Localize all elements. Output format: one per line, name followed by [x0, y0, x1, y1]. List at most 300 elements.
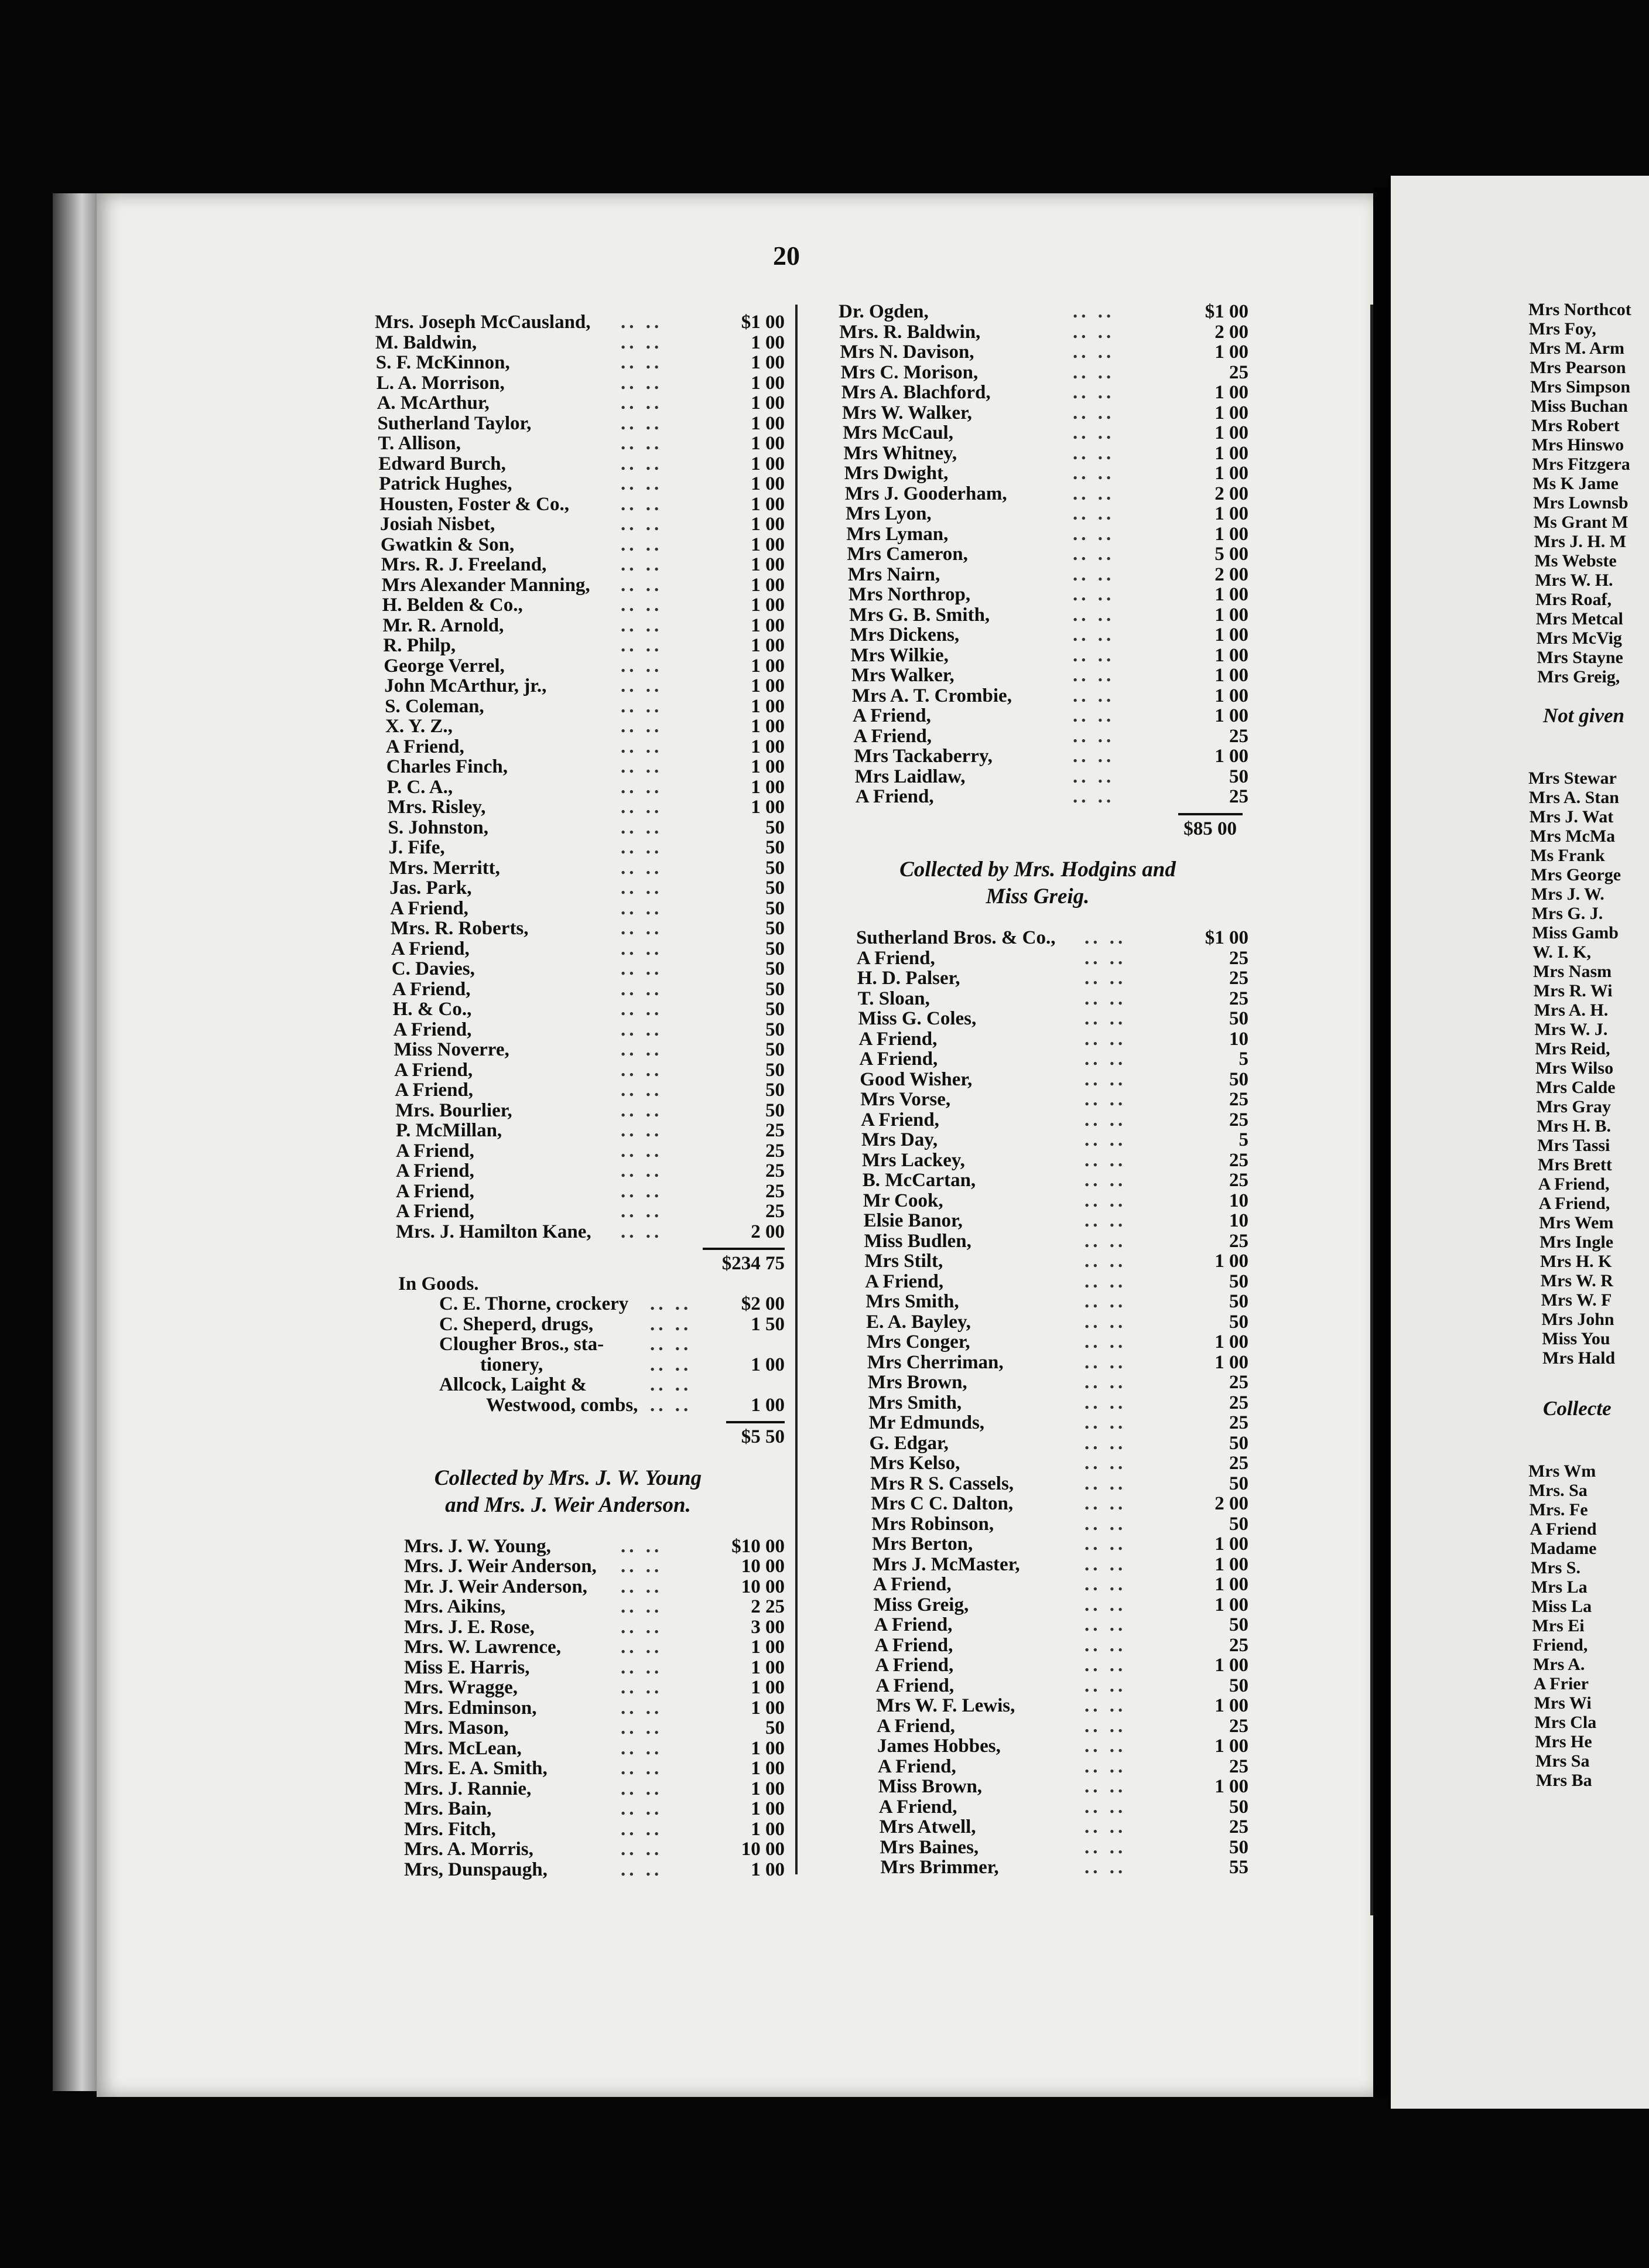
entry-amount: 25: [1229, 1372, 1248, 1393]
entry-name: Mrs W. F. Lewis,: [876, 1695, 1015, 1716]
leader-dots: .. ..: [621, 574, 663, 596]
entry-amount: 1 00: [751, 453, 785, 474]
entry-name: Mrs Wilkie,: [850, 644, 949, 666]
entry-amount: 50: [1229, 1675, 1248, 1696]
entry-amount: 25: [1229, 1412, 1248, 1433]
list-item: [839, 1615, 1248, 1635]
list-item: Mrs Simpson: [1530, 377, 1631, 397]
entry-amount: 1 00: [1214, 746, 1248, 767]
leader-dots: .. ..: [1084, 1089, 1127, 1110]
list-item: [375, 858, 785, 879]
entry-amount: 1 00: [751, 473, 785, 494]
entry-amount: 10 00: [741, 1576, 785, 1597]
list-item: Mrs Lownsb: [1533, 493, 1629, 513]
list-item: [375, 616, 785, 636]
leader-dots: .. ..: [621, 372, 663, 394]
list-item: [839, 1089, 1248, 1110]
entry-name: Mrs Dwight,: [844, 463, 949, 484]
list-item: [839, 1251, 1248, 1272]
entry-name: A Friend,: [874, 1614, 953, 1635]
entry-amount: 50: [765, 999, 785, 1020]
entry-amount: 1 50: [751, 1313, 785, 1335]
entry-amount: 2 00: [1214, 1493, 1248, 1514]
leader-dots: .. ..: [1084, 1008, 1127, 1029]
entry-name: Mrs Northrop,: [848, 584, 971, 605]
leader-dots: .. ..: [1084, 1715, 1127, 1737]
leader-dots: .. ..: [1084, 1836, 1127, 1858]
entry-name: Dr. Ogden,: [839, 301, 929, 322]
entry-name: A Friend,: [385, 736, 464, 757]
list-item: [375, 757, 785, 777]
list-item: [375, 312, 785, 333]
leader-dots: .. ..: [1084, 1149, 1127, 1171]
entry-amount: 50: [1229, 1311, 1248, 1333]
list-item: Mrs Robert: [1531, 416, 1620, 435]
entry-name: Patrick Hughes,: [379, 473, 512, 494]
entry-name: Miss Budlen,: [864, 1230, 971, 1252]
divider-wrap: [375, 1415, 785, 1427]
list-item: [839, 1837, 1248, 1858]
list-item: [375, 1121, 785, 1141]
leader-dots: .. ..: [621, 695, 663, 717]
entry-amount: 50: [1229, 1291, 1248, 1312]
list-item: [839, 342, 1248, 363]
list-item: Miss You: [1542, 1329, 1610, 1348]
leader-dots: .. ..: [621, 897, 663, 919]
entry-name: Mrs Berton,: [872, 1533, 973, 1555]
entry-amount: 50: [1229, 1614, 1248, 1635]
entry-amount: 25: [1229, 988, 1248, 1009]
leader-dots: .. ..: [621, 1758, 663, 1779]
list-item: Mrs Wm: [1528, 1461, 1596, 1481]
entry-name: Mrs Vorse,: [860, 1089, 951, 1110]
list-item: Mrs Fitzgera: [1532, 455, 1630, 474]
entry-name: H. D. Palser,: [857, 968, 960, 989]
entry-amount: 1 00: [751, 1798, 785, 1819]
entry-name: Mrs Conger,: [867, 1331, 970, 1352]
entry-amount: 50: [1229, 1473, 1248, 1494]
entry-amount: 25: [1229, 1816, 1248, 1837]
leader-dots: .. ..: [1084, 1270, 1127, 1292]
entry-amount: 25: [765, 1120, 785, 1141]
list-item: [839, 565, 1248, 585]
column-3: [1528, 300, 1649, 1790]
list-item: [375, 1698, 785, 1719]
list-item: [839, 524, 1248, 545]
list-item: [839, 1676, 1248, 1696]
list-item: [839, 1857, 1248, 1878]
leader-dots: .. ..: [1073, 624, 1115, 645]
leader-dots: .. ..: [621, 958, 663, 979]
entry-name: Mrs. R. Roberts,: [391, 918, 529, 939]
list-item: [839, 1655, 1248, 1676]
entry-name: Mrs Lyon,: [846, 503, 932, 524]
list-item: [839, 1817, 1248, 1837]
leader-dots: .. ..: [621, 1616, 663, 1638]
leader-dots: .. ..: [1084, 1857, 1127, 1878]
leader-dots: .. ..: [621, 776, 663, 798]
list-item: [375, 433, 785, 454]
list-item: Ms Grant M: [1533, 513, 1629, 532]
entry-name: Miss Noverre,: [394, 1039, 509, 1060]
entry-name: Mrs Walker,: [851, 665, 954, 686]
entry-amount: 50: [1229, 766, 1248, 787]
entry-name: S. Coleman,: [385, 695, 484, 717]
entry-name: Mrs. Edminson,: [404, 1697, 537, 1719]
total-rule: [1178, 813, 1243, 815]
leader-dots: .. ..: [1073, 544, 1115, 565]
list-item: [375, 1658, 785, 1678]
entry-amount: 50: [765, 817, 785, 838]
entry-amount: 5: [1239, 1048, 1248, 1070]
entry-amount: 25: [1229, 725, 1248, 747]
list-item: Mrs McMa: [1530, 826, 1616, 846]
leader-dots: .. ..: [621, 1039, 663, 1060]
entry-amount: 1 00: [1214, 341, 1248, 363]
list-item: [839, 1534, 1248, 1555]
entry-amount: $10 00: [731, 1535, 785, 1557]
entry-name: T. Sloan,: [857, 988, 930, 1009]
leader-dots: .. ..: [1084, 927, 1127, 948]
list-item: Miss Buchan: [1531, 397, 1628, 416]
entry-amount: 50: [1229, 1270, 1248, 1292]
list-item: Mrs Ei: [1532, 1616, 1585, 1635]
entry-amount: 1 00: [1214, 523, 1248, 545]
list-item: [375, 555, 785, 575]
entry-amount: 55: [1229, 1857, 1248, 1878]
leader-dots: .. ..: [621, 797, 663, 818]
list-item: [375, 1860, 785, 1880]
entry-amount: 1 00: [1214, 1251, 1248, 1272]
entry-name: Mrs. J. Hamilton Kane,: [396, 1221, 591, 1242]
entry-amount: 1 00: [1214, 1695, 1248, 1716]
heading-line: and Mrs. J. Weir Anderson.: [445, 1492, 691, 1517]
entry-name: Mr Edmunds,: [868, 1412, 985, 1433]
list-item: [839, 1150, 1248, 1171]
column-2: [839, 302, 1248, 1878]
list-item: Friend,: [1532, 1635, 1588, 1655]
leader-dots: .. ..: [1084, 1513, 1127, 1535]
entry-amount: 10: [1229, 1210, 1248, 1231]
list-item: [839, 1191, 1248, 1211]
section-heading-not-given: Not given: [1543, 704, 1625, 727]
list-item: [839, 1292, 1248, 1312]
list-item: [839, 645, 1248, 666]
entry-amount: 1 00: [751, 776, 785, 798]
list-item: [375, 514, 785, 535]
list-item: [375, 1678, 785, 1698]
entry-name: Sutherland Taylor,: [377, 412, 532, 434]
leader-dots: .. ..: [1073, 341, 1115, 363]
list-item: Mrs. Fe: [1529, 1500, 1588, 1519]
entry-amount: 25: [1229, 1149, 1248, 1171]
list-item: [839, 1413, 1248, 1433]
leader-dots: .. ..: [621, 736, 663, 757]
list-item: Mrs Stewar: [1528, 768, 1617, 788]
list-item: [375, 1060, 785, 1081]
leader-dots: .. ..: [621, 595, 663, 616]
list-item: [375, 797, 785, 818]
list-item: [839, 322, 1248, 343]
entry-amount: 1 00: [1214, 1533, 1248, 1555]
entry-name: M. Baldwin,: [375, 332, 477, 353]
entry-amount: 1 00: [751, 736, 785, 757]
entry-amount: 1 00: [751, 1818, 785, 1840]
list-item: [375, 999, 785, 1020]
list-item: Mrs Wi: [1534, 1693, 1592, 1713]
entry-name: C. Sheperd, drugs,: [439, 1313, 594, 1335]
list-item: Ms Frank: [1530, 846, 1605, 865]
list-item: [375, 716, 785, 737]
entry-name: B. McCartan,: [862, 1170, 976, 1191]
entry-amount: 1 00: [1214, 705, 1248, 726]
entry-name: Mrs. J. Rannie,: [404, 1778, 532, 1799]
entry-amount: 1 00: [1214, 1331, 1248, 1352]
entry-amount: 1 00: [1214, 503, 1248, 524]
list-item: [839, 767, 1248, 787]
list-item: Mrs McVig: [1536, 629, 1622, 648]
leader-dots: .. ..: [1073, 563, 1115, 585]
list-item: Mrs Hald: [1542, 1348, 1616, 1368]
leader-dots: .. ..: [621, 433, 663, 454]
leader-dots: .. ..: [621, 1180, 663, 1202]
leader-dots: .. ..: [1084, 1190, 1127, 1211]
list-item: [375, 1334, 785, 1355]
leader-dots: .. ..: [650, 1354, 692, 1375]
leader-dots: .. ..: [1084, 1473, 1127, 1494]
column-divider-2: [1370, 305, 1373, 1915]
entry-amount: 1 00: [751, 1394, 785, 1416]
leader-dots: .. ..: [1073, 705, 1115, 726]
list-item: Mrs Ingle: [1539, 1232, 1614, 1252]
leader-dots: .. ..: [1084, 1493, 1127, 1514]
list-item: [839, 423, 1248, 443]
list-item: [839, 1474, 1248, 1494]
entry-name: Mrs Nairn,: [847, 563, 940, 585]
list-item: [839, 1757, 1248, 1777]
list-item: Mrs He: [1535, 1732, 1592, 1751]
leader-dots: .. ..: [621, 1859, 663, 1880]
entry-name: Mrs, Dunspaugh,: [404, 1859, 548, 1880]
list-item: [375, 939, 785, 959]
leader-dots: .. ..: [621, 614, 663, 636]
entry-amount: 25: [1229, 1392, 1248, 1413]
list-item: [839, 1716, 1248, 1737]
entry-amount: 25: [1229, 1170, 1248, 1191]
entry-name: A Friend,: [859, 1048, 938, 1070]
leader-dots: .. ..: [621, 1201, 663, 1222]
list-item: [375, 1556, 785, 1577]
entry-amount: $1 00: [741, 312, 785, 333]
leader-dots: .. ..: [621, 392, 663, 414]
list-item: Mrs Sa: [1535, 1751, 1590, 1771]
list-item: Mrs J. W.: [1531, 884, 1604, 904]
entry-name: Mrs Cameron,: [847, 544, 968, 565]
list-item: [839, 1595, 1248, 1615]
divider-wrap: [375, 1242, 785, 1253]
list-item: [839, 1332, 1248, 1352]
list-item: [375, 676, 785, 696]
list-item: [375, 1141, 785, 1162]
leader-dots: .. ..: [1084, 1129, 1127, 1150]
entry-name: S. F. McKinnon,: [375, 352, 510, 373]
entry-name: Sutherland Bros. & Co.,: [856, 927, 1056, 948]
leader-dots: .. ..: [1084, 1331, 1127, 1352]
entry-name: Mrs Smith,: [865, 1291, 959, 1312]
leader-dots: .. ..: [621, 1656, 663, 1678]
entry-name: George Verrel,: [384, 655, 505, 677]
entry-amount: 10 00: [741, 1839, 785, 1860]
leader-dots: .. ..: [621, 554, 663, 575]
entry-amount: 1 00: [751, 1677, 785, 1698]
entry-name: Mrs. E. A. Smith,: [404, 1758, 548, 1779]
column-divider-1: [795, 305, 798, 1874]
list-item: [839, 787, 1248, 807]
entry-amount: 25: [1229, 1634, 1248, 1656]
entry-amount: 50: [1229, 1068, 1248, 1090]
list-item: Mrs A.: [1533, 1655, 1585, 1674]
entry-name: Mrs. Bourlier,: [395, 1099, 512, 1121]
leader-dots: .. ..: [1084, 1372, 1127, 1393]
entry-amount: 2 00: [1214, 321, 1248, 343]
list-item: [375, 918, 785, 939]
entry-name: Mrs Tackaberry,: [854, 746, 993, 767]
leader-dots: .. ..: [621, 352, 663, 373]
list-item: [839, 1049, 1248, 1070]
entry-amount: 1 00: [751, 433, 785, 454]
entry-amount: 1 00: [1214, 382, 1248, 403]
entry-name: Miss G. Coles,: [858, 1008, 977, 1029]
list-item: [375, 1738, 785, 1759]
list-item: [375, 838, 785, 858]
list-item: Mrs Brett: [1538, 1155, 1612, 1174]
list-item: A Frier: [1533, 1674, 1589, 1693]
leader-dots: .. ..: [1084, 1816, 1127, 1837]
entry-name: Miss Brown,: [878, 1776, 983, 1797]
leader-dots: .. ..: [621, 756, 663, 777]
section-heading-hodgins: [839, 856, 1237, 910]
list-item: [375, 474, 785, 494]
list-item: [839, 1736, 1248, 1757]
entry-amount: 1 00: [751, 1354, 785, 1375]
total-amount: $234 75: [721, 1253, 785, 1274]
list-item: [375, 333, 785, 353]
list-item: [839, 1635, 1248, 1656]
list-item: Mrs S.: [1531, 1558, 1580, 1577]
list-item: [839, 1211, 1248, 1231]
leader-dots: .. ..: [1084, 968, 1127, 989]
entry-name: Mrs Lyman,: [846, 523, 949, 545]
leader-dots: .. ..: [1084, 1291, 1127, 1312]
leader-dots: .. ..: [1084, 1412, 1127, 1433]
entry-name: E. A. Bayley,: [866, 1311, 971, 1333]
entry-amount: 2 25: [751, 1596, 785, 1617]
leader-dots: .. ..: [1084, 1675, 1127, 1696]
entry-name: A Friend,: [875, 1655, 954, 1676]
list-item: [375, 1597, 785, 1617]
entry-amount: 10: [1229, 1190, 1248, 1211]
list-item: Mrs La: [1531, 1577, 1588, 1597]
list-item: Mrs W. J.: [1534, 1020, 1608, 1039]
leader-dots: .. ..: [1073, 584, 1115, 605]
list-item: [839, 948, 1248, 969]
heading-line: Miss Greig.: [986, 884, 1090, 908]
entry-name: A Friend,: [875, 1675, 954, 1696]
list-item: [375, 1080, 785, 1101]
entry-name: Mrs Lackey,: [861, 1149, 965, 1171]
entry-amount: 50: [1229, 1513, 1248, 1535]
entry-amount: 25: [1229, 968, 1248, 989]
list-item: [375, 1181, 785, 1202]
leader-dots: .. ..: [1084, 1695, 1127, 1716]
goods-total-rule: [726, 1421, 785, 1423]
list-item: [375, 1395, 785, 1416]
list-item: [839, 1110, 1248, 1130]
entry-amount: 1 00: [1214, 665, 1248, 686]
leader-dots: .. ..: [650, 1394, 692, 1416]
list-item: [375, 1020, 785, 1040]
list-item: Mrs M. Arm: [1529, 339, 1625, 358]
entry-name: C. Davies,: [391, 958, 475, 979]
list-item: [839, 1393, 1248, 1413]
list-item: Mrs W. H.: [1535, 571, 1613, 590]
list-item: Ms K Jame: [1532, 474, 1619, 493]
entry-name: X. Y. Z.,: [385, 716, 453, 737]
list-item: [839, 363, 1248, 383]
list-item: Mrs Reid,: [1535, 1039, 1610, 1058]
entry-amount: 1 00: [1214, 604, 1248, 626]
entry-amount: 1 00: [751, 1859, 785, 1880]
leader-dots: .. ..: [650, 1334, 692, 1355]
leader-dots: .. ..: [1084, 1210, 1127, 1231]
list-item: [375, 373, 785, 394]
entry-name: Mrs W. Walker,: [842, 402, 972, 423]
leader-dots: .. ..: [1073, 523, 1115, 545]
entry-name: Clougher Bros., sta-: [439, 1334, 604, 1355]
entry-name: Mrs A. T. Crombie,: [851, 685, 1012, 706]
entry-amount: 50: [765, 1059, 785, 1081]
page-number: 20: [773, 241, 800, 271]
entry-name: Mrs McCaul,: [843, 422, 953, 443]
entry-amount: 50: [765, 857, 785, 879]
list-item: [375, 1375, 785, 1395]
leader-dots: .. ..: [621, 1160, 663, 1181]
entry-amount: 1 00: [1214, 1655, 1248, 1676]
list-item: Mrs Foy,: [1528, 319, 1596, 339]
entry-name: A Friend,: [395, 1080, 474, 1101]
leader-dots: .. ..: [621, 655, 663, 677]
list-item: [839, 1433, 1248, 1454]
entry-name: Mrs G. B. Smith,: [849, 604, 990, 626]
list-item: [375, 656, 785, 677]
list-item: [375, 1294, 785, 1314]
list-item: [375, 777, 785, 798]
leader-dots: .. ..: [1073, 402, 1115, 423]
entry-amount: 10 00: [741, 1556, 785, 1577]
leader-dots: .. ..: [1084, 1251, 1127, 1272]
entry-name: A Friend,: [394, 1059, 473, 1081]
leader-dots: .. ..: [621, 837, 663, 858]
list-item: [375, 393, 785, 414]
leader-dots: .. ..: [1073, 422, 1115, 443]
list-item: [375, 575, 785, 596]
entry-name: Mrs C C. Dalton,: [871, 1493, 1014, 1514]
entry-name: Mrs. J. E. Rose,: [404, 1616, 535, 1638]
entry-amount: 1 00: [751, 595, 785, 616]
entry-amount: 50: [765, 918, 785, 939]
list-item: [839, 1494, 1248, 1514]
list-item: Mrs Wilso: [1535, 1058, 1614, 1078]
